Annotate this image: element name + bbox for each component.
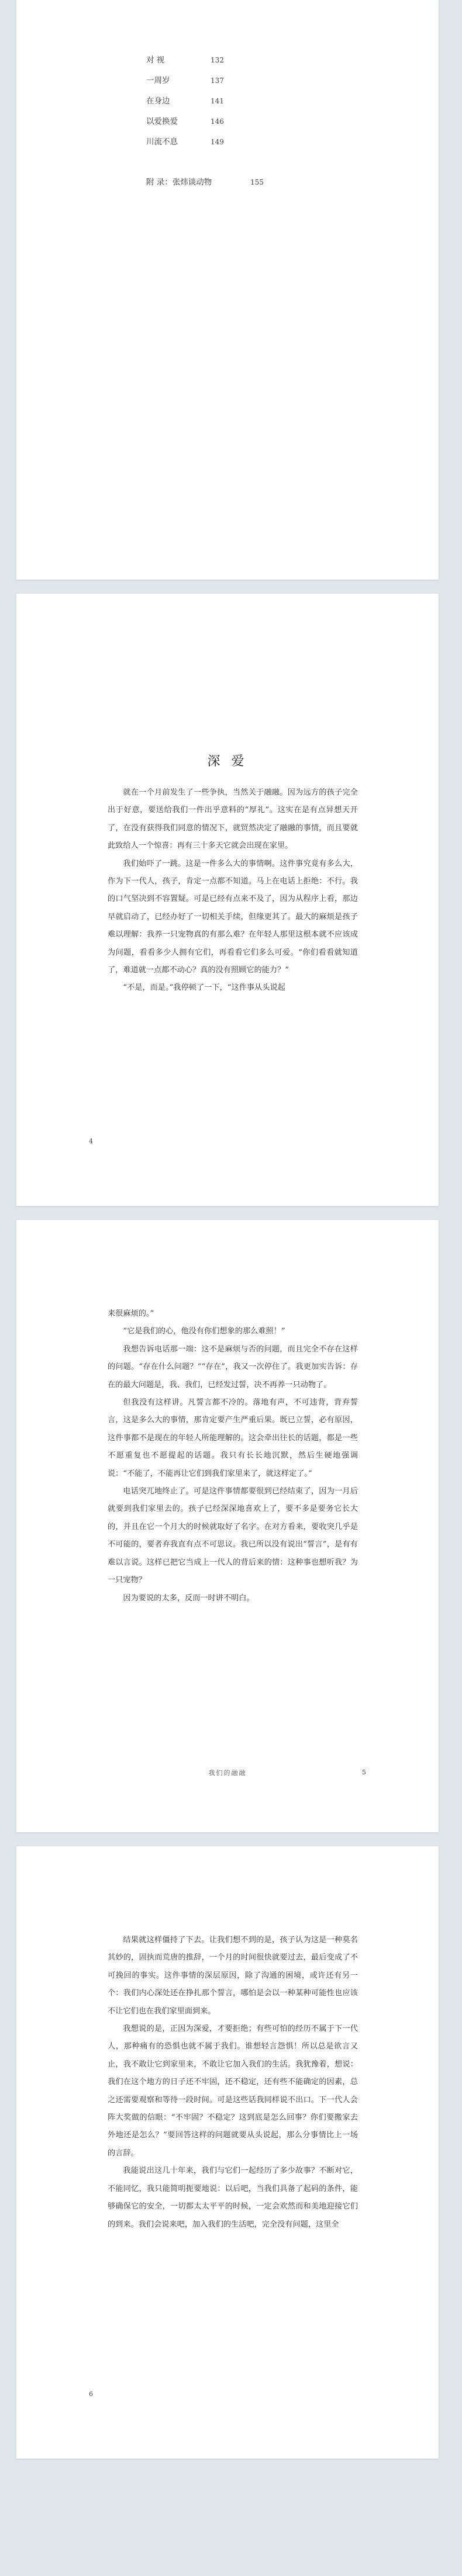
paragraph: “不是，而是。”我停顿了一下，“这件事从头说起	[123, 983, 285, 993]
toc-entry[interactable]	[146, 50, 264, 71]
toc-entry-page: 137	[211, 77, 224, 85]
toc-entry-title: 川流不息	[146, 137, 178, 147]
toc-page	[16, 0, 439, 580]
toc-entry[interactable]	[146, 132, 264, 152]
toc-entry-title: 以爱换爱	[146, 117, 178, 126]
running-head: 我们的融融	[208, 1769, 247, 1777]
toc-entry[interactable]	[146, 91, 264, 112]
body-text	[108, 1932, 358, 2234]
paragraph: 结果就这样僵持了下去。让我们想不到的是，孩子认为这是一种莫名其妙的，固执而荒唐的推辞，一个月的时间很快就要过去，最后变成了不可挽回的事实。这件事情的深层原因，除了沟通的困境，或许还有另一个：我们内心深处还在挣扎那个誓言，哪怕是会以一种某种可能性也应该不让它们也在我们家里面到来。	[108, 1936, 358, 2016]
toc-appendix-title: 附 录：张炜谈动物	[146, 178, 212, 187]
paragraph: 来很麻烦的。”	[108, 1309, 154, 1318]
body-text	[108, 1305, 358, 1607]
page-number: 4	[89, 1138, 93, 1145]
paragraph: 就在一个月前发生了一些争执，当然关于融融。因为远方的孩子完全出于好意，要送给我们一件出乎意料的“厚礼”。这实在是有点异想天开了，在没有获得我们同意的情况下，就贸然决定了融融的事情，而且要就此致给人一个惊喜：再有三十多天它就会出现在家里。	[108, 788, 358, 851]
paragraph: 但我没有这样讲。凡誓言都不冷的。落地有声，不可违背，背弃誓言，这是多么大的事情，那肯定要产生严重后果。既已立誓，必有原因，这件事都不是现在的年轻人所能理解的。这会牵出往长的话题，都是一些不愿重复也不愿提起的话题。我只有长长地沉默，然后生硬地强调说：“不能了，不能再让它们到我们家里来了，就这样定了。”	[108, 1398, 358, 1478]
toc-appendix-page: 155	[250, 178, 264, 186]
page-number: 5	[362, 1769, 366, 1776]
paragraph: 我们始吓了一跳。这是一件多么大的事情啊。这件事究竟有多么大，作为下一代人，孩子，肯定一点都不知道。马上在电话上拒绝：不行。我的口气坚决到不容置疑。可是已经有点来不及了，因为从程序上看，那边早就启动了，已经办好了一切相关手续，但缘更其了。最大的麻烦是孩子难以理解：我养一只宠物真的有那么难？在年轻人那里这根本就不应该成为问题，看看多少人拥有它们，再看看它们多么可爱。“你们看看就知道了，难道就一点都不动心？真的没有照顾它的能力？”	[108, 859, 358, 975]
body-text	[108, 784, 358, 997]
toc-entry-title: 一周岁	[146, 76, 170, 85]
paragraph: “它是我们的心，他没有你们想象的那么难照！”	[123, 1327, 285, 1336]
chapter-opening-page	[16, 594, 439, 1206]
toc-entry-title: 对 视	[146, 56, 165, 65]
text-page	[16, 1846, 439, 2459]
toc-appendix-entry[interactable]	[146, 172, 264, 193]
toc-entry-page: 146	[211, 117, 224, 126]
paragraph: 电话突兀地终止了。可是这件事情都要很到已经结束了，因为一月后就要到我们家里去的。孩子已经深深地喜欢上了，要不多是要务它长大的，并且在它一个月大的时候就取好了名字。在对方看来，要收突几乎是不可能的，要者弃我直有点不可思议。我已所以没有说出“誓言”，是有有难以言说。这样已把它当成上一代人的背后来的情：这种事也想听我？为一只宠物？	[108, 1487, 358, 1585]
paragraph: 我想说的是，正因为深爱，才要拒绝；有些可怕的经历不属于下一代人，那种痛有的恐惧也就不属于我们。谁想轻言怨惧！所以总是欲言又止，我不敢让它到家里来，不敢让它加入我们的生活。我犹豫着，想说：我们在这个地方的日子还不牢固，还不稳定，还有些不能确定的因素，总之还需要观察和等待一段时间。可是这些话我同样说不出口。下一代人会阵大奖做的信眼：“不牢固？不稳定？这到底是怎么回事？你们要搬家去外地还是怎么？”要回答这样的问题就要从头说起，那么分事情比上一场的言辞。	[108, 2024, 358, 2158]
toc-entry-page: 132	[211, 56, 224, 64]
text-page	[16, 1220, 439, 1832]
paragraph: 我能说出这几十年来，我们与它们一起经历了多少故事？不断对它，不能同忆，我只能简明扼要地说：以后吧，当我们具备了起码的条件，能够确保它的安全，一切都太太平平的时候，一定会欢然而和美地迎接它们的到来。我们会说来吧，加入我们的生活吧，完全没有问题，这里全	[108, 2166, 358, 2229]
toc-entry-page: 149	[211, 138, 224, 146]
toc-entry-page: 141	[211, 97, 224, 105]
toc-entry[interactable]	[146, 112, 264, 132]
table-of-contents	[146, 50, 264, 193]
paragraph: 因为要说的太多，反而一时讲不明白。	[123, 1593, 254, 1603]
paragraph: 我想告诉电话那一端：这不是麻烦与否的问题，而且完全不存在这样的问题。“存在什么问题？”“存在”，我又一次停住了。我更加实告诉：存在的最大问题是，我、我们，已经发过誓，决不再养一只动物了。	[108, 1344, 358, 1389]
chapter-title: 深 爱	[207, 754, 248, 769]
toc-entry[interactable]	[146, 71, 264, 91]
toc-entry-title: 在身边	[146, 96, 170, 106]
page-number: 6	[89, 2390, 93, 2398]
